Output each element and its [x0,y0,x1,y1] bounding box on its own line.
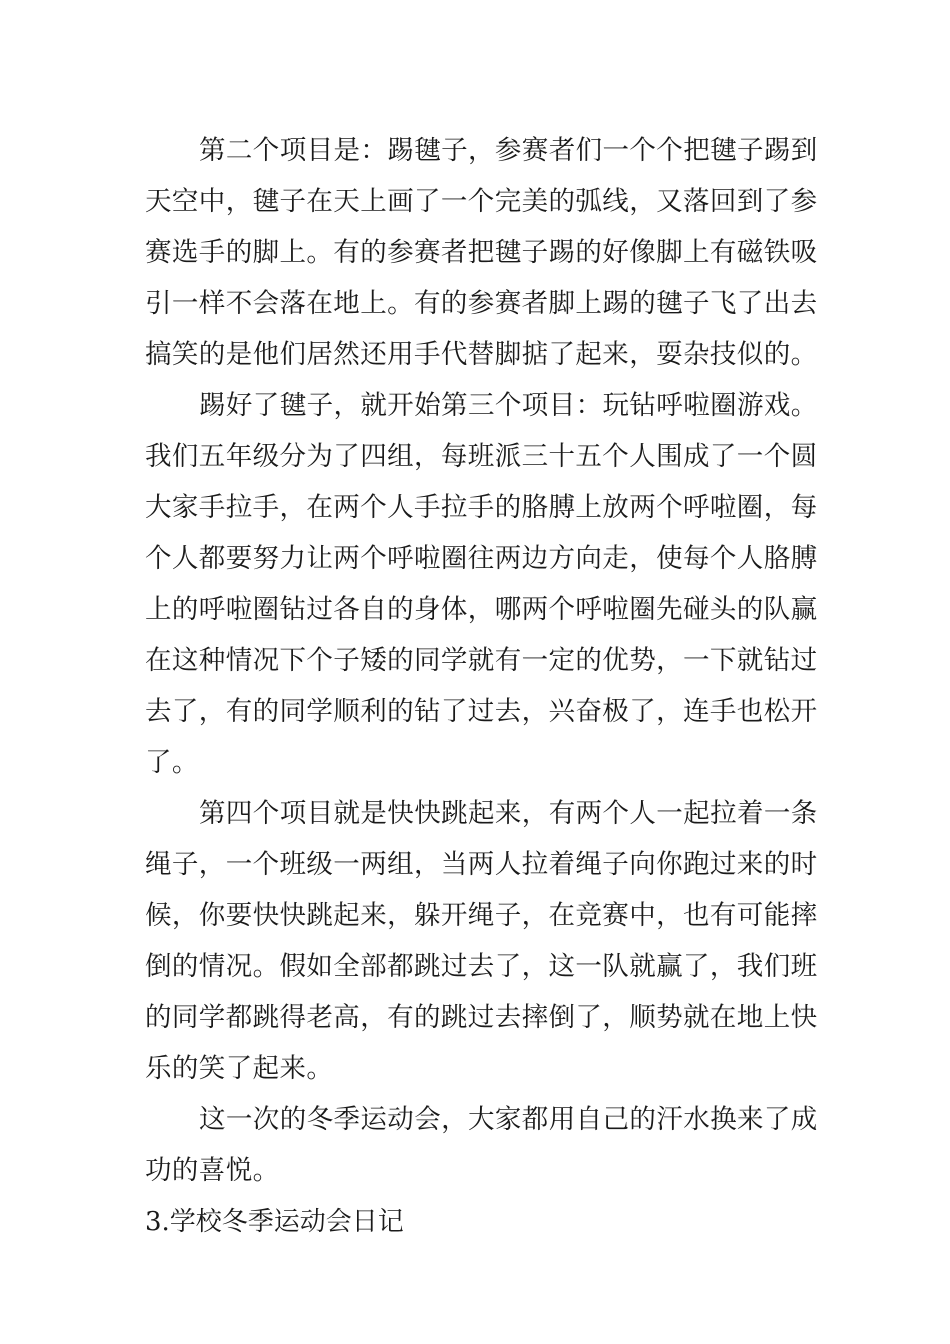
paragraph-2-line-7: 去了，有的同学顺利的钻了过去，兴奋极了，连手也松开 [145,696,818,727]
paragraph-3-line-6: 乐的笑了起来。 [145,1053,334,1084]
paragraph-1-line-2: 天空中，毽子在天上画了一个完美的弧线，又落回到了参 [145,186,818,217]
paragraph-2-line-3: 大家手拉手，在两个人手拉手的胳膊上放两个呼啦圈，每 [145,492,818,523]
paragraph-2-line-6: 在这种情况下个子矮的同学就有一定的优势，一下就钻过 [145,645,818,676]
paragraph-4-line-2: 功的喜悦。 [145,1155,280,1186]
paragraph-3-line-5: 的同学都跳得老高，有的跳过去摔倒了，顺势就在地上快 [145,1002,818,1033]
paragraph-2-line-5: 上的呼啦圈钻过各自的身体，哪两个呼啦圈先碰头的队赢 [145,594,818,625]
paragraph-4-line-1: 这一次的冬季运动会，大家都用自己的汗水换来了成 [199,1104,818,1135]
paragraph-2-line-2: 我们五年级分为了四组，每班派三十五个人围成了一个圆 [145,441,818,472]
paragraph-1-line-3: 赛选手的脚上。有的参赛者把毽子踢的好像脚上有磁铁吸 [145,237,818,268]
paragraph-3-line-4: 倒的情况。假如全部都跳过去了，这一队就赢了，我们班 [145,951,818,982]
paragraph-2-line-8: 了。 [145,747,199,778]
paragraph-3-line-3: 候，你要快快跳起来，躲开绳子，在竞赛中，也有可能摔 [145,900,818,931]
paragraph-1-line-5: 搞笑的是他们居然还用手代替脚掂了起来，耍杂技似的。 [145,339,818,370]
paragraph-2-line-4: 个人都要努力让两个呼啦圈往两边方向走，使每个人胳膊 [145,543,818,574]
paragraph-3-line-2: 绳子，一个班级一两组，当两人拉着绳子向你跑过来的时 [145,849,818,880]
paragraph-1-line-1: 第二个项目是：踢毽子，参赛者们一个个把毽子踢到 [199,135,818,166]
section-heading: 3.学校冬季运动会日记 [145,1207,404,1237]
paragraph-1-line-4: 引一样不会落在地上。有的参赛者脚上踢的毽子飞了出去 [145,288,818,319]
paragraph-3-line-1: 第四个项目就是快快跳起来，有两个人一起拉着一条 [199,798,818,829]
paragraph-2-line-1: 踢好了毽子，就开始第三个项目：玩钻呼啦圈游戏。 [199,390,818,421]
